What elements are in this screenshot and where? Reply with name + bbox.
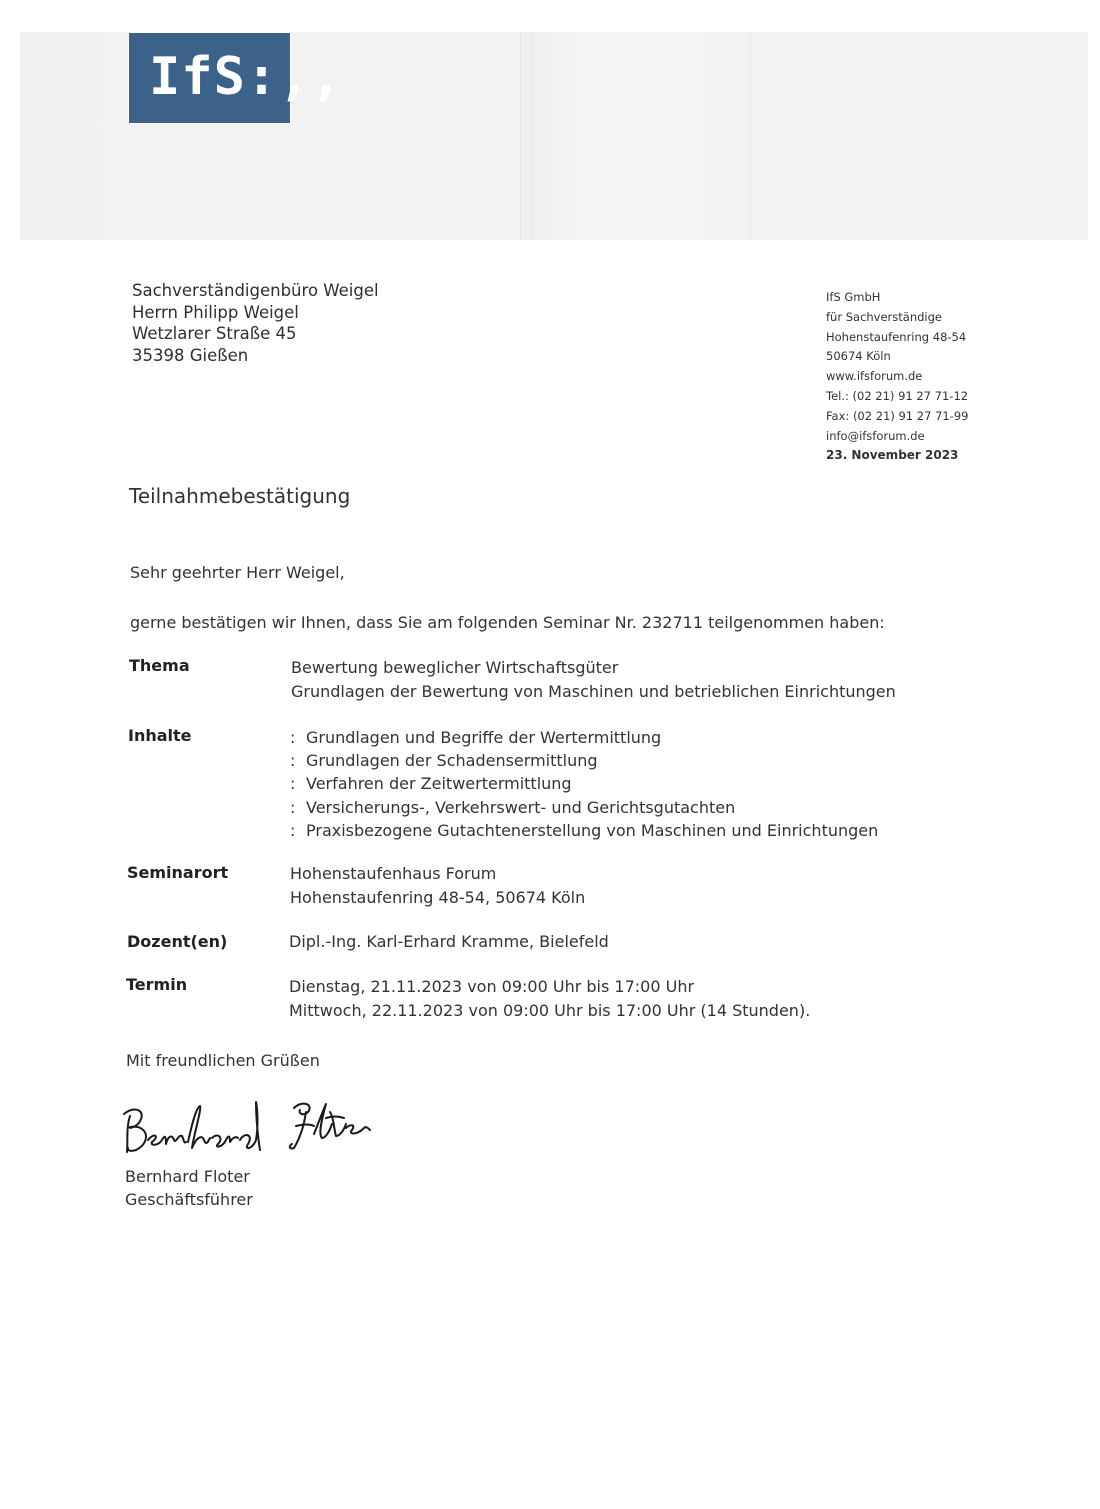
seminarort-value (290, 862, 585, 910)
list-item: : Verfahren der Zeitwertermittlung (290, 774, 572, 794)
seminarort-label: Seminarort (127, 863, 229, 882)
list-item: : Versicherungs-, Verkehrswert- und Gerichtsgutachten (290, 797, 736, 817)
band-divider (750, 32, 751, 240)
logo-text: IfS:,, (149, 47, 343, 107)
sender-company: IfS GmbH (826, 290, 881, 304)
sender-fax: Fax: (02 21) 91 27 71-99 (826, 408, 969, 423)
thema-line: Grundlagen der Bewertung von Maschinen und betrieblichen Einrichtungen (291, 682, 896, 701)
sender-info (826, 288, 969, 466)
seminarort-line: Hohenstaufenhaus Forum (290, 864, 497, 883)
thema-label: Thema (129, 656, 190, 675)
sender-email: info@ifsforum.de (826, 428, 925, 443)
salutation: Sehr geehrter Herr Weigel, (130, 563, 345, 582)
dozent-label: Dozent(en) (127, 932, 228, 951)
sender-street: Hohenstaufenring 48-54 (826, 329, 967, 344)
sender-city: 50674 Köln (826, 349, 891, 364)
recipient-line: Herrn Philipp Weigel (132, 302, 299, 322)
thema-value (291, 656, 896, 704)
letter-subject: Teilnahmebestätigung (129, 484, 351, 508)
recipient-line: Wetzlarer Straße 45 (132, 324, 297, 343)
sender-web: www.ifsforum.de (826, 369, 923, 384)
recipient-line: Sachverständigenbüro Weigel (132, 281, 379, 300)
recipient-line: 35398 Gießen (132, 345, 249, 365)
list-item: : Praxisbezogene Gutachtenerstellung von Maschinen und Einrichtungen (290, 820, 879, 840)
inhalte-label: Inhalte (128, 726, 192, 745)
band-divider (532, 32, 533, 240)
sender-tel: Tel.: (02 21) 91 27 71-12 (826, 388, 969, 403)
dozent-value: Dipl.-Ing. Karl-Erhard Kramme, Bielefeld (289, 932, 609, 951)
list-item: : Grundlagen der Schadensermittlung (290, 751, 598, 771)
intro-text: gerne bestätigen wir Ihnen, dass Sie am folgenden Seminar Nr. 232711 teilgenommen haben: (130, 613, 885, 632)
termin-value (289, 975, 810, 1023)
list-item: : Grundlagen und Begriffe der Wertermittlung (290, 728, 662, 747)
termin-label: Termin (126, 975, 188, 994)
signer-name: Bernhard Floter (125, 1167, 250, 1186)
sender-subtitle: für Sachverständige (826, 309, 942, 324)
ifs-logo (128, 32, 343, 124)
closing: Mit freundlichen Grüßen (126, 1051, 320, 1070)
signer-title: Geschäftsführer (125, 1190, 253, 1209)
seminarort-line: Hohenstaufenring 48-54, 50674 Köln (290, 888, 586, 907)
inhalte-list (290, 726, 878, 842)
termin-line: Mittwoch, 22.11.2023 von 09:00 Uhr bis 17:00 Uhr (14 Stunden). (289, 1001, 811, 1020)
handwritten-signature (118, 1094, 378, 1164)
letter-date: 23. November 2023 (826, 448, 959, 463)
band-divider (520, 32, 521, 240)
recipient-address (132, 280, 379, 366)
termin-line: Dienstag, 21.11.2023 von 09:00 Uhr bis 17:00 Uhr (289, 977, 695, 996)
thema-line: Bewertung beweglicher Wirtschaftsgüter (291, 658, 619, 677)
signer-block (125, 1165, 253, 1211)
